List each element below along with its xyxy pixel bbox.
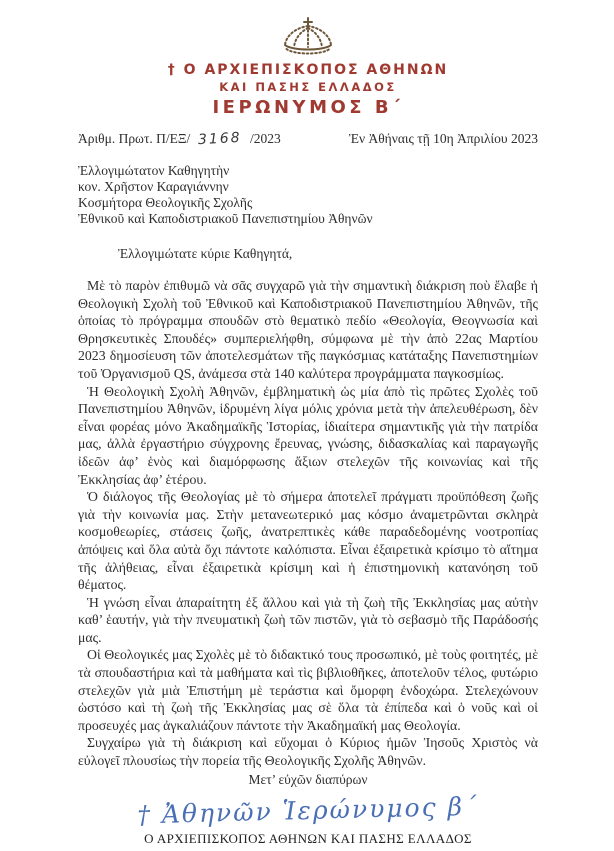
- protocol-number-line: [78, 131, 281, 147]
- addressee-name: κον. Χρῆστον Καραγιάννην: [78, 179, 229, 194]
- paragraph: Ἡ γνώση εἶναι ἀπαραίτητη ἐξ ἄλλου καὶ γιὰ τὴ ζωὴ τῆς Ἐκκλησίας μας αὐτὴν καθ’ ἑαυτήν, γιὰ τὴν πνευματικὴ ζωὴ τῶν πιστῶν, γιὰ τὸ σεβασμὸ τῆς Παράδοσής μας.: [78, 594, 538, 645]
- paragraph: Οἱ Θεολογικές μας Σχολὲς μὲ τὸ διδακτικό τους προσωπικό, μὲ τοὺς φοιτητές, μὲ τὰ σπουδαστήρια καὶ τὰ μαθήματα καὶ τὶς βιβλιοθῆκες, ἀποτελοῦν τέλος, φυτώριο στελεχῶν γιὰ μιὰ Ἐπιστήμη μὲ τεράστια καὶ ὄμορφη ἐνδοχώρα. Στελεχώνουν ὡστόσο καὶ τὴ ζωὴ τῆς Ἐκκλησίας μας σὲ ὅλα τὰ ἐπίπεδα καὶ ὁ νοῦς καὶ οἱ προσευχές μας ἀγκαλιάζουν πάντοτε τὴν Ἀκαδημαϊκή μας Θεολογία.: [78, 647, 538, 733]
- addressee-role: Κοσμήτορα Θεολογικῆς Σχολῆς: [78, 195, 253, 210]
- paragraph: Ὁ διάλογος τῆς Θεολογίας μὲ τὸ σήμερα ἀποτελεῖ πράγματι προϋπόθεση ζωῆς γιὰ τὴν κοινωνία μας. Στὴν μετανεωτερικό μας κόσμο ἀναμετρῶνται σκληρὰ κοσμοθεωρίες, στάσεις ζωῆς, ἀνατρεπτικὲς κάθε παραδεδομένης νοοτροπίας ἀπόψεις καὶ ὅλα αὐτὰ ὄχι πάντοτε καλόπιστα. Εἶναι ἐξαιρετικὰ κρίσιμο τὸ αἴτημα τῆς ἀλήθειας, εἶναι ἐξαιρετικὰ κρίσιμη καὶ ἡ ἐπιστημονικὴ κατανόηση τοῦ θέματος.: [78, 489, 538, 593]
- crown-emblem-icon: [78, 16, 538, 58]
- letterhead-line2: ΚΑΙ ΠΑΣΗΣ ΕΛΛΑΔΟΣ: [219, 80, 397, 94]
- protocol-label: Ἀριθμ. Πρωτ. Π/ΕΞ/: [78, 131, 191, 146]
- salutation: Ἐλλογιμώτατε κύριε Καθηγητά,: [118, 246, 293, 261]
- protocol-year: /2023: [249, 131, 281, 146]
- addressee-title: Ἐλλογιμώτατον Καθηγητὴν: [78, 163, 230, 178]
- signature-handwritten: † Ἀθηνῶν Ἱερώνυμος β΄: [137, 791, 479, 830]
- letterhead-line1: † Ο ΑΡΧΙΕΠΙΣΚΟΠΟΣ ΑΘΗΝΩΝ: [167, 62, 449, 78]
- protocol-handwritten-number: 3168: [197, 129, 243, 149]
- letter-body: [78, 277, 538, 770]
- date-line: Ἐν Ἀθήναις τῇ 10η Ἀπριλίου 2023: [348, 131, 538, 146]
- addressee-institution: Ἐθνικοῦ καὶ Καποδιστριακοῦ Πανεπιστημίου Ἀθηνῶν: [78, 211, 373, 226]
- signature-title: Ο ΑΡΧΙΕΠΙΣΚΟΠΟΣ ΑΘΗΝΩΝ ΚΑΙ ΠΑΣΗΣ ΕΛΛΑΔΟΣ: [144, 830, 472, 846]
- letterhead-archbishop-name: ΙΕΡΩΝΥΜΟΣ Β΄: [212, 97, 404, 118]
- protocol-row: [78, 131, 538, 147]
- addressee-block: [78, 163, 538, 227]
- paragraph: Συγχαίρω γιὰ τὴ διάκριση καὶ εὔχομαι ὁ Κύριος ἡμῶν Ἰησοῦς Χριστὸς νὰ εὐλογεῖ πλουσίως τὴν πορεία τῆς Θεολογικῆς Σχολῆς Ἀθηνῶν.: [78, 735, 538, 769]
- paragraph: Ἡ Θεολογικὴ Σχολὴ Ἀθηνῶν, ἐμβληματικὴ ὡς μία ἀπὸ τὶς πρῶτες Σχολὲς τοῦ Πανεπιστημίου Ἀθηνῶν, ἱδρυμένη λίγα μόλις χρόνια μετὰ τὴν ἀπελευθέρωση, δὲν εἶναι φορέας μόνο Ἀκαδημαϊκῆς Ἱστορίας, ἰδιαίτερα σημαντικῆς γιὰ τὴν πατρίδα μας, ἀλλὰ ἐργαστήριο σύγχρονης ἔρευνας, γνώσης, διδασκαλίας καὶ παραγωγῆς ἰδεῶν ἀφ’ ἑνὸς καὶ διαμόρφωσης ἄξιων στελεχῶν τῆς κοινωνίας καὶ τῆς Ἐκκλησίας ἀφ’ ἑτέρου.: [78, 383, 538, 487]
- letterhead: [78, 16, 538, 118]
- closing-formula: Μετ’ εὐχῶν διαπύρων: [248, 771, 368, 787]
- paragraph: Μὲ τὸ παρὸν ἐπιθυμῶ νὰ σᾶς συγχαρῶ γιὰ τὴν σημαντικὴ διάκριση ποὺ ἔλαβε ἡ Θεολογικὴ Σχολὴ τοῦ Ἐθνικοῦ καὶ Καποδιστριακοῦ Πανεπιστημίου Ἀθηνῶν, τῆς ὁποίας τὸ πρόγραμμα σπουδῶν στὸ θεματικὸ πεδίο «Θεολογία, Θεογνωσία καὶ Θρησκευτικὲς Σπουδές» συμπεριελήφθη, σύμφωνα μὲ τὴν ἀπὸ 22ας Μαρτίου 2023 δημοσίευση τῶν ἀποτελεσμάτων τῆς παγκόσμιας κατάταξης Πανεπιστημίων τοῦ Ὀργανισμοῦ QS, ἀνάμεσα στὰ 140 καλύτερα προγράμματα παγκοσμίως.: [78, 278, 538, 381]
